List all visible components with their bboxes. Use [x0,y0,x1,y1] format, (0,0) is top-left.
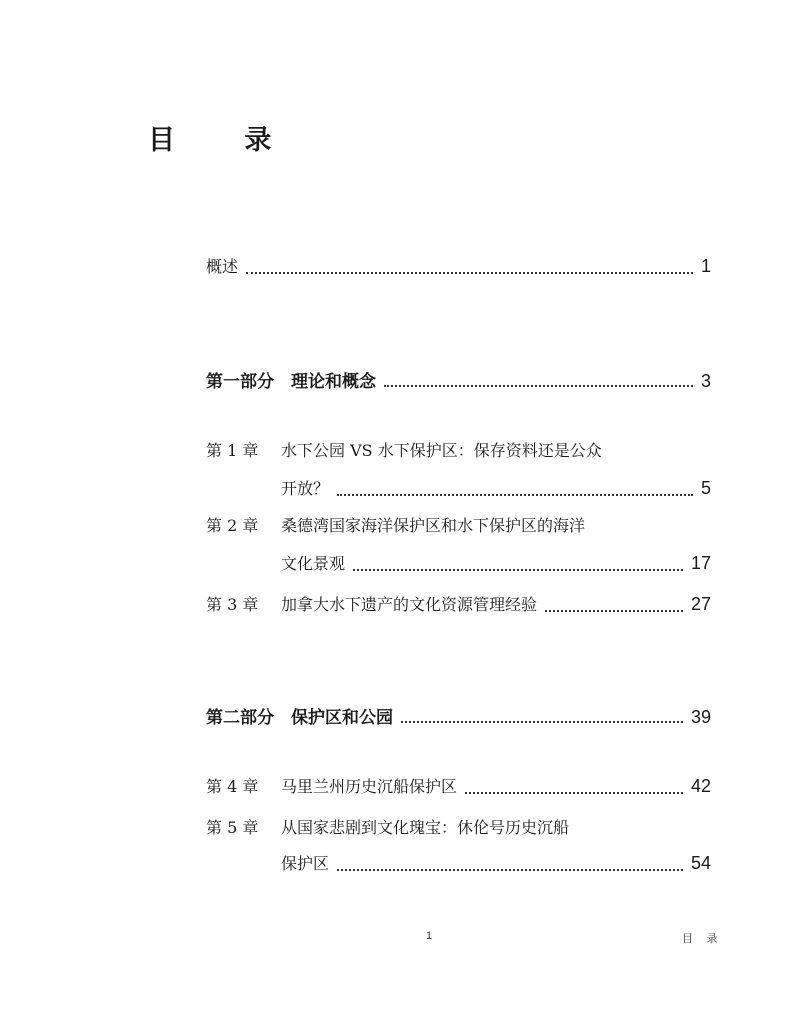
toc-chapter-2-cont[interactable] [281,551,711,579]
chapter-title-cont: 保护区 [281,854,330,873]
toc-page-number: 42 [690,776,711,796]
dot-leader [401,715,683,723]
page-title: 目 录 [148,125,302,156]
toc-page-number: 3 [700,371,711,391]
toc-chapter-1[interactable] [206,438,711,466]
toc-chapter-4[interactable] [206,774,711,802]
dot-leader [545,604,683,612]
toc-page-number: 54 [690,853,711,873]
footer-page-number: 1 [426,930,433,942]
toc-chapter-2[interactable] [206,513,711,541]
toc-chapter-5-cont[interactable] [281,851,711,879]
dot-leader [337,863,683,871]
chapter-number: 第 1 章 [206,441,259,460]
chapter-title: 从国家悲剧到文化瑰宝：休伦号历史沉船 [281,818,570,837]
toc-chapter-5[interactable] [206,815,711,843]
toc-part-1[interactable] [206,367,711,395]
chapter-title-cont: 开放？ [281,479,330,498]
toc-page-number: 39 [690,707,711,727]
chapter-title: 马里兰州历史沉船保护区 [281,777,458,796]
chapter-title: 加拿大水下遗产的文化资源管理经验 [281,595,538,614]
chapter-title-cont: 文化景观 [281,554,346,573]
dot-leader [337,488,693,496]
chapter-number: 第 5 章 [206,818,259,837]
chapter-title: 桑德湾国家海洋保护区和水下保护区的海洋 [281,516,586,535]
toc-chapter-1-cont[interactable] [281,476,711,504]
dot-leader [384,379,693,387]
toc-chapter-3[interactable] [206,592,711,620]
toc-page-number: 1 [700,256,711,276]
chapter-number: 第 2 章 [206,516,259,535]
dot-leader [246,266,693,274]
footer-section-title: 目 录 [682,932,723,945]
part-title: 第二部分 保护区和公园 [206,708,393,728]
toc-page-number: 17 [690,553,711,573]
chapter-number: 第 3 章 [206,595,259,614]
part-title: 第一部分 理论和概念 [206,372,376,392]
toc-entry-text: 概述 [206,257,239,276]
toc-page-number: 27 [690,594,711,614]
chapter-number: 第 4 章 [206,777,259,796]
chapter-title: 水下公园 VS 水下保护区：保存资料还是公众 [281,441,602,460]
toc-page-number: 5 [700,478,711,498]
dot-leader [465,786,683,794]
toc-entry-overview[interactable] [206,254,711,282]
toc-part-2[interactable] [206,703,711,731]
dot-leader [353,563,683,571]
